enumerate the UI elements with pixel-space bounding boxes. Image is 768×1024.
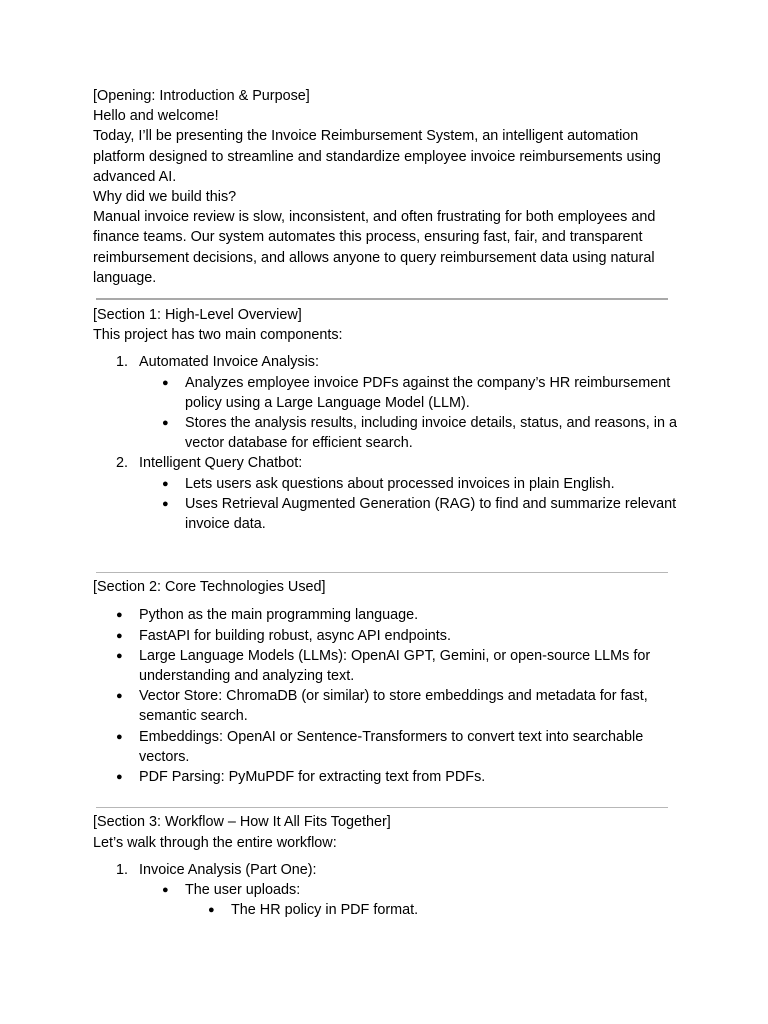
list-item-text: Stores the analysis results, including invoice details, status, and reasons, in a vector database for efficient search. bbox=[185, 415, 677, 452]
list-item bbox=[93, 860, 678, 921]
list-number: 1. bbox=[116, 861, 129, 878]
list-item bbox=[93, 605, 678, 625]
list-item-text: Lets users ask questions about processed invoices in plain English. bbox=[185, 475, 615, 492]
bullet-icon: ● bbox=[162, 417, 169, 430]
bullet-icon: ● bbox=[162, 883, 169, 896]
section1-intro: This project has two main components: bbox=[93, 327, 343, 344]
section3-heading: [Section 3: Workflow – How It All Fits Together] bbox=[93, 814, 391, 831]
list-item-text: Analyzes employee invoice PDFs against the company’s HR reimbursement policy using a Large Language Model (LLM). bbox=[185, 374, 671, 411]
document-page bbox=[93, 86, 678, 920]
sub-list bbox=[139, 373, 678, 454]
bullet-icon: ● bbox=[162, 376, 169, 389]
list-item-text: Large Language Models (LLMs): OpenAI GPT, Gemini, or open-source LLMs for understanding and analyzing text. bbox=[139, 647, 651, 685]
list-item-text: Embeddings: OpenAI or Sentence-Transformers to convert text into searchable vectors. bbox=[139, 728, 644, 765]
divider bbox=[96, 572, 668, 573]
opening-why-question: Why did we build this? bbox=[93, 189, 237, 206]
bullet-icon: ● bbox=[116, 771, 123, 784]
spacer bbox=[93, 787, 678, 807]
divider bbox=[96, 298, 668, 300]
list-item bbox=[139, 880, 678, 900]
section3-list bbox=[93, 860, 678, 921]
bullet-icon: ● bbox=[116, 730, 123, 743]
bullet-icon: ● bbox=[116, 649, 123, 662]
section3-intro: Let’s walk through the entire workflow: bbox=[93, 834, 337, 851]
list-item-text: Vector Store: ChromaDB (or similar) to store embeddings and metadata for fast, semantic search. bbox=[139, 688, 648, 725]
list-item bbox=[93, 626, 678, 646]
section1-heading: [Section 1: High-Level Overview] bbox=[93, 307, 302, 324]
list-item-title: Intelligent Query Chatbot: bbox=[139, 455, 303, 472]
opening-why-answer: Manual invoice review is slow, inconsistent, and often frustrating for both employees and finance teams. Our system automates this process, ensuring fast, fair, and transparent reimbursement decisions, and allows anyone to query reimbursement data using natural language. bbox=[93, 209, 656, 286]
list-item bbox=[93, 352, 678, 453]
list-item bbox=[93, 767, 678, 787]
list-item-title: Automated Invoice Analysis: bbox=[139, 354, 319, 371]
sub-list bbox=[139, 474, 678, 535]
opening-intro: Today, I’ll be presenting the Invoice Reimbursement System, an intelligent automation platform designed to streamline and standardize employee invoice reimbursements using advanced AI. bbox=[93, 128, 661, 185]
bullet-icon: ● bbox=[116, 629, 123, 642]
bullet-icon: ● bbox=[116, 690, 123, 703]
sub-list bbox=[139, 880, 678, 900]
list-item bbox=[139, 373, 678, 413]
list-item bbox=[93, 686, 678, 726]
bullet-icon: ● bbox=[208, 904, 215, 917]
bullet-icon: ● bbox=[162, 477, 169, 490]
list-item-text: The user uploads: bbox=[185, 881, 301, 898]
list-item-text: FastAPI for building robust, async API endpoints. bbox=[139, 627, 451, 644]
section1-list bbox=[93, 352, 678, 534]
list-number: 1. bbox=[116, 354, 129, 371]
sub-sub-list bbox=[139, 900, 678, 920]
list-item-title: Invoice Analysis (Part One): bbox=[139, 861, 317, 878]
list-item bbox=[93, 453, 678, 534]
list-number: 2. bbox=[116, 455, 129, 472]
opening-heading: [Opening: Introduction & Purpose] bbox=[93, 88, 310, 104]
bullet-icon: ● bbox=[162, 497, 169, 510]
list-item-text: Python as the main programming language. bbox=[139, 607, 419, 624]
list-item-text: The HR policy in PDF format. bbox=[231, 902, 419, 919]
bullet-icon: ● bbox=[116, 609, 123, 622]
spacer bbox=[93, 534, 678, 572]
list-item-text: PDF Parsing: PyMuPDF for extracting text from PDFs. bbox=[139, 769, 486, 786]
list-item bbox=[93, 646, 678, 686]
section2-list bbox=[93, 605, 678, 787]
divider bbox=[96, 807, 668, 808]
list-item bbox=[93, 727, 678, 767]
list-item-text: Uses Retrieval Augmented Generation (RAG) to find and summarize relevant invoice data. bbox=[185, 495, 677, 533]
list-item bbox=[139, 900, 678, 920]
list-item bbox=[139, 494, 678, 534]
section2-heading: [Section 2: Core Technologies Used] bbox=[93, 579, 326, 596]
opening-greeting: Hello and welcome! bbox=[93, 108, 219, 125]
list-item bbox=[139, 413, 678, 453]
list-item bbox=[139, 474, 678, 494]
